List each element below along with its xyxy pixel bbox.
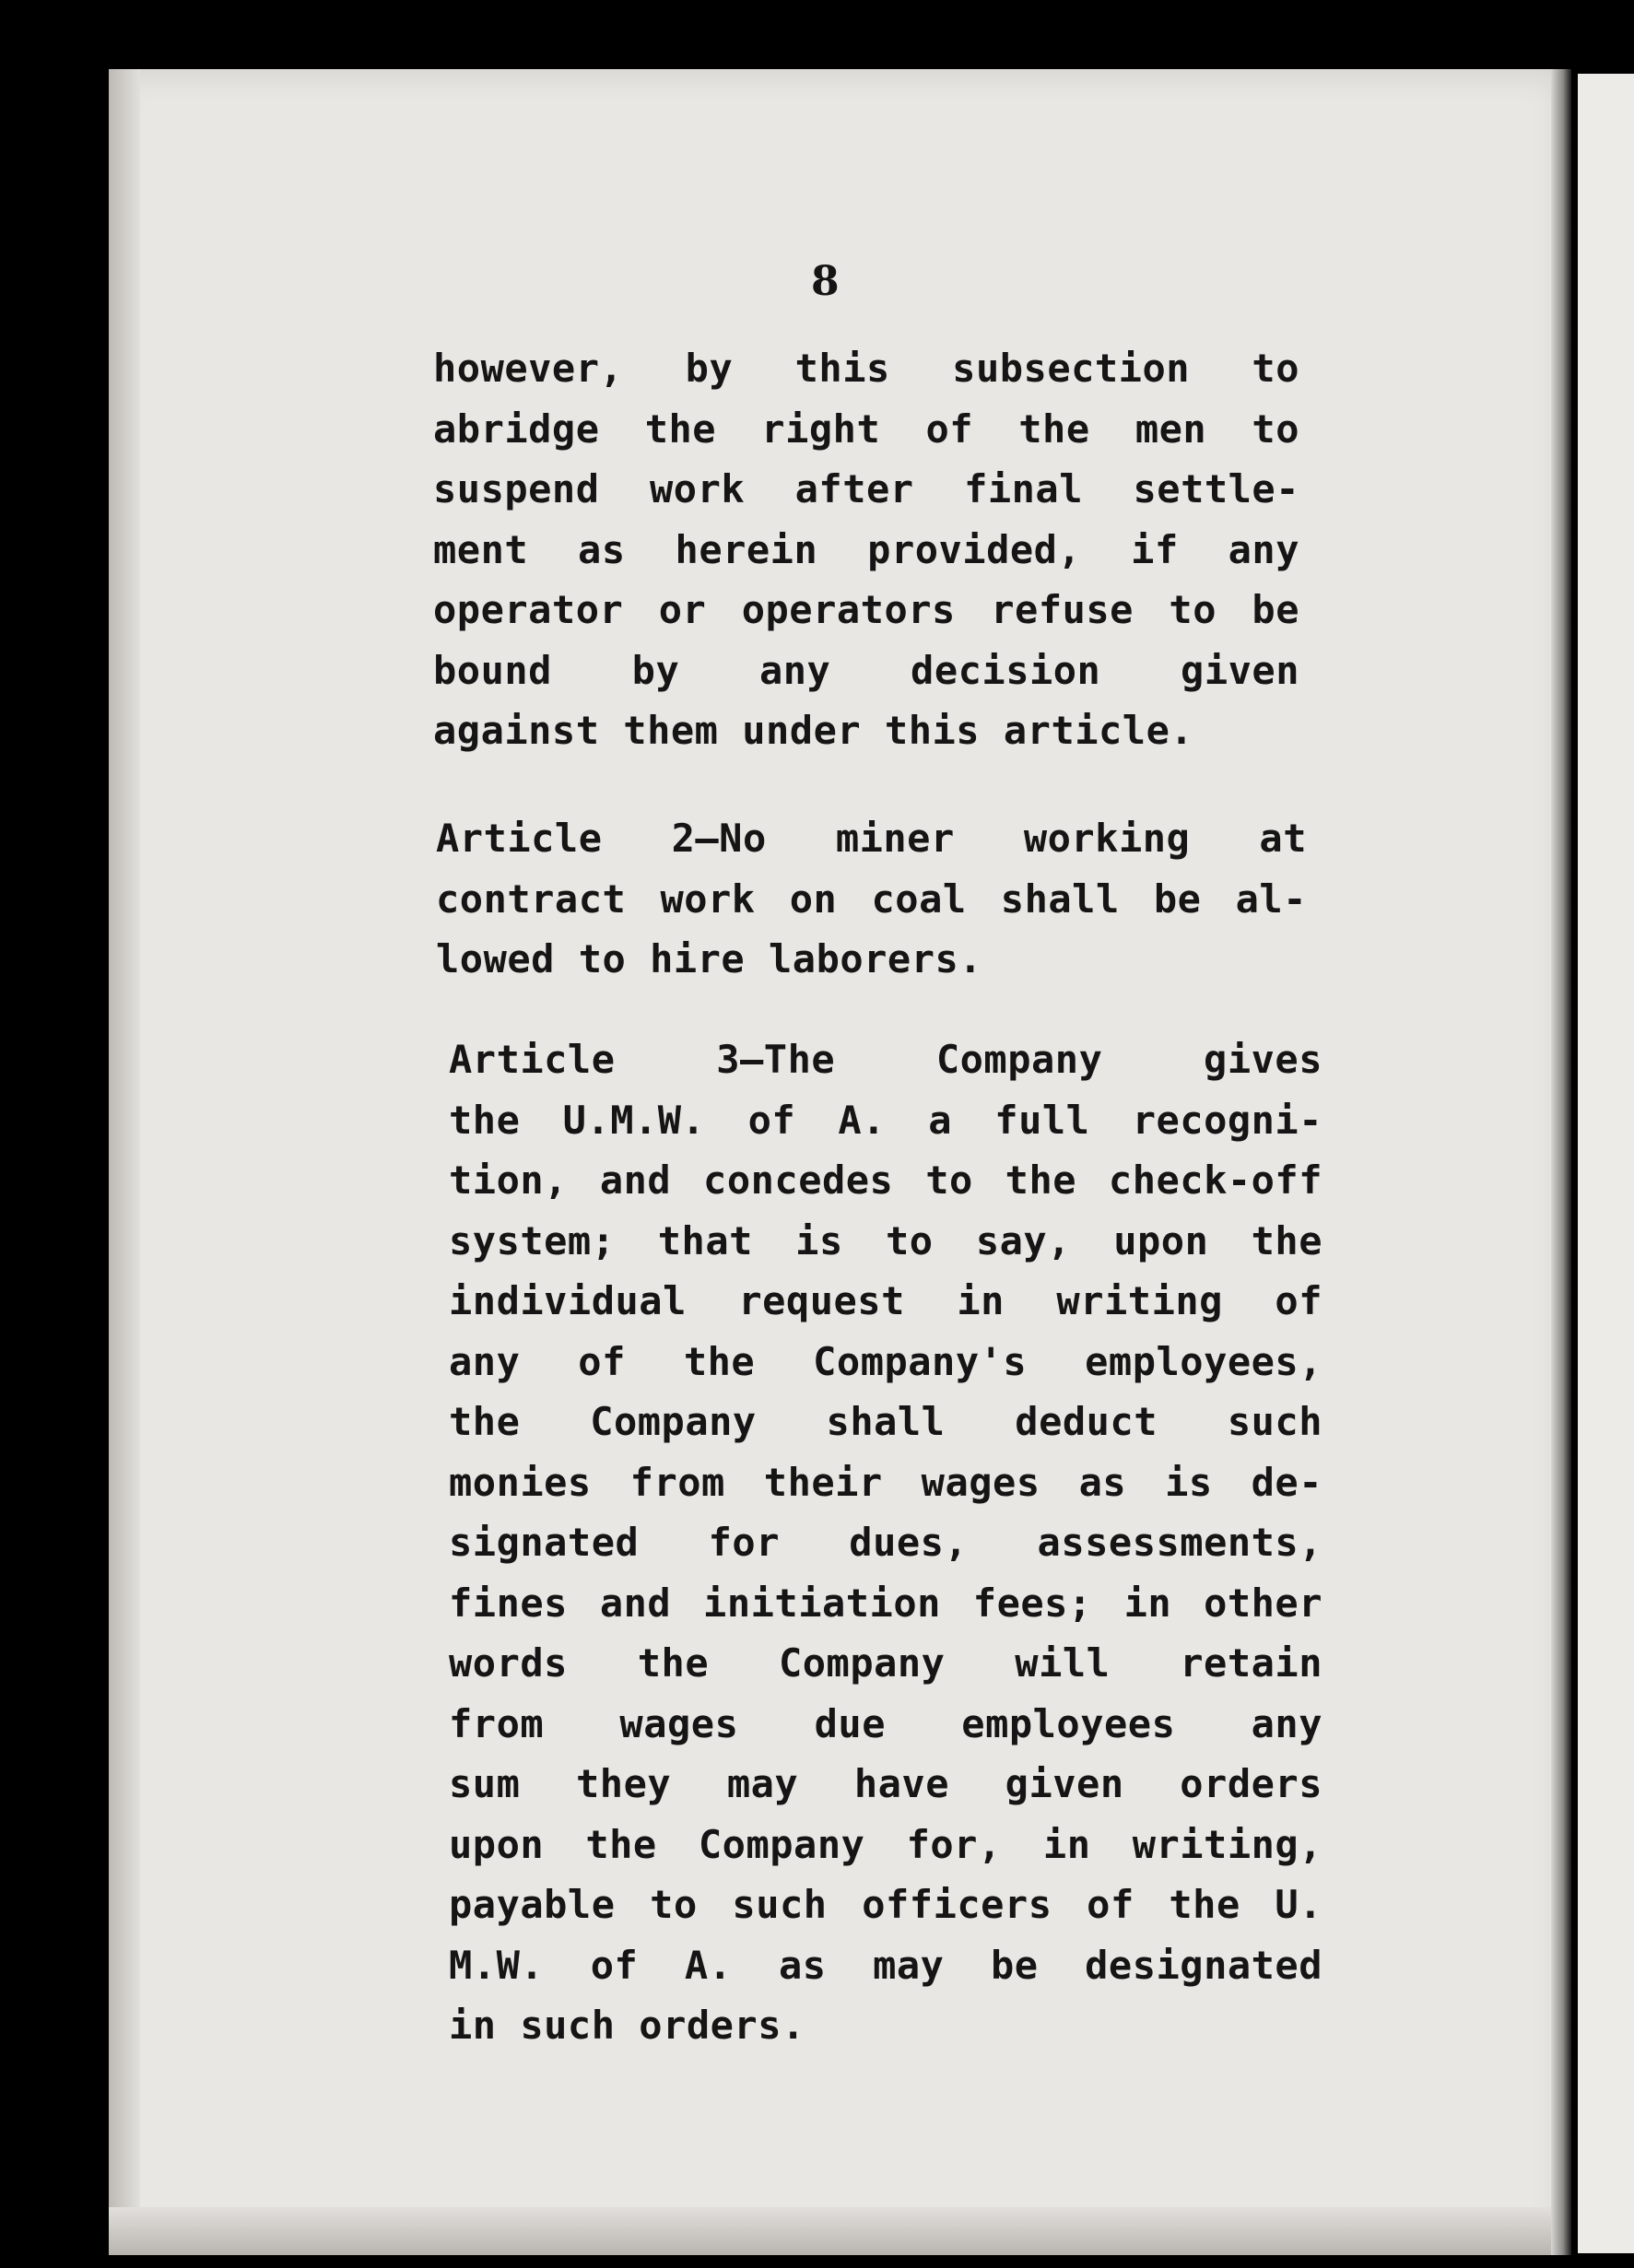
text-line: words the Company will retain [449, 1640, 1322, 1686]
text-line: abridge the right of the men to [433, 405, 1299, 452]
text-line: contract work on coal shall be al- [436, 875, 1307, 922]
text-line: Article 3—The Company gives [449, 1037, 1322, 1082]
text-line: fines and initiation fees; in other [449, 1580, 1322, 1626]
paragraph-continuation [433, 338, 1299, 761]
paragraph-article-2 [436, 808, 1307, 990]
text-line: tion, and concedes to the check-off [449, 1158, 1322, 1203]
text-line: sum they may have given orders [449, 1761, 1322, 1806]
text-line: in such orders. [449, 2003, 805, 2048]
text-line: the Company shall deduct such [449, 1399, 1322, 1444]
text-line: system; that is to say, upon the [449, 1217, 1322, 1263]
facing-page-edge [1578, 74, 1634, 2253]
text-line: against them under this article. [433, 708, 1194, 753]
paragraph-article-3 [449, 1029, 1322, 2056]
text-line: payable to such officers of the U. [449, 1882, 1322, 1927]
page-number: 8 [811, 258, 840, 305]
text-line: any of the Company's employees, [449, 1338, 1322, 1384]
text-line: individual request in writing of [449, 1278, 1322, 1323]
text-line: monies from their wages as is de- [449, 1459, 1322, 1505]
page-bottom-edge [109, 2207, 1567, 2255]
text-line: upon the Company for, in writing, [449, 1821, 1322, 1867]
text-line: the U.M.W. of A. a full recogni- [449, 1097, 1322, 1143]
text-line: signated for dues, assessments, [449, 1520, 1322, 1565]
text-line: operator or operators refuse to be [433, 587, 1299, 632]
page-left-edge [109, 69, 140, 2255]
page-fold-shadow [1551, 69, 1571, 2255]
text-line: however, by this subsection to [433, 346, 1299, 391]
text-line: bound by any decision given [433, 647, 1299, 693]
text-line: lowed to hire laborers. [436, 936, 983, 981]
text-line: from wages due employees any [449, 1700, 1322, 1746]
text-line: ment as herein provided, if any [433, 526, 1299, 572]
text-line: Article 2—No miner working at [436, 816, 1307, 861]
text-line: M.W. of A. as may be designated [449, 1942, 1322, 1988]
text-line: suspend work after final settle- [433, 466, 1299, 511]
